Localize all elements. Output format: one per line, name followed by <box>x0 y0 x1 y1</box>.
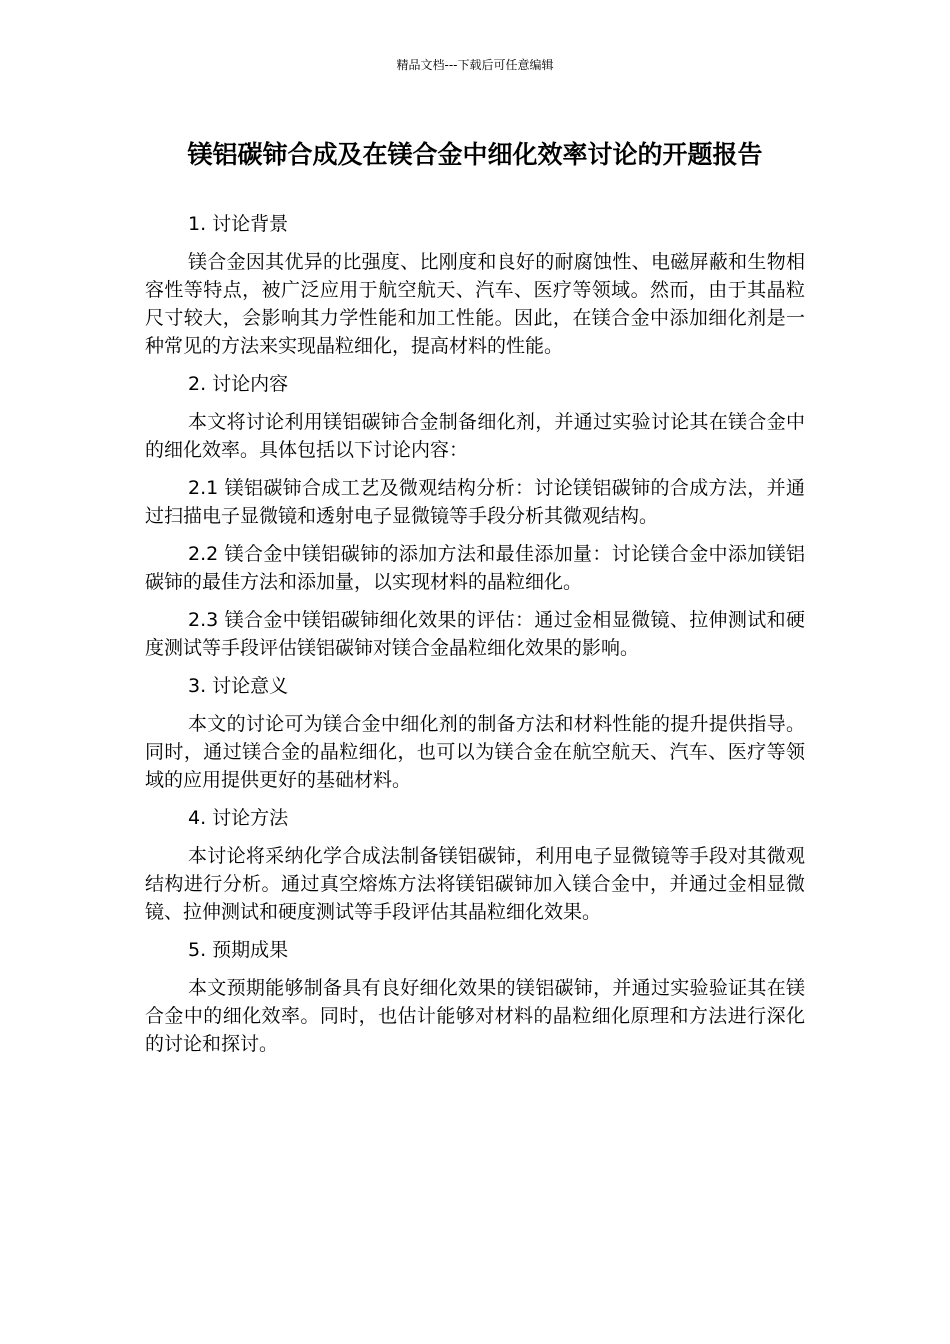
section-heading-method: 4. 讨论方法 <box>188 807 289 829</box>
paragraph-method: 本讨论将采纳化学合成法制备镁铝碳铈，利用电子显微镜等手段对其微观结构进行分析。通过真空熔炼方法将镁铝碳铈加入镁合金中，并通过金相显微镜、拉伸测试和硬度测试等手段评估其晶粒细化效果。 <box>145 845 805 923</box>
section-heading-content: 2. 讨论内容 <box>188 373 289 395</box>
header-note: 精品文档---下载后可任意编辑 <box>396 58 554 72</box>
paragraph-content-intro: 本文将讨论利用镁铝碳铈合金制备细化剂，并通过实验讨论其在镁合金中的细化效率。具体包括以下讨论内容： <box>145 411 805 461</box>
document-body <box>145 210 805 1068</box>
section-heading-background: 1. 讨论背景 <box>188 213 289 235</box>
document-title: 镁铝碳铈合成及在镁合金中细化效率讨论的开题报告 <box>187 140 763 169</box>
paragraph-content-2-1: 2.1 镁铝碳铈合成工艺及微观结构分析：讨论镁铝碳铈的合成方法，并通过扫描电子显微镜和透射电子显微镜等手段分析其微观结构。 <box>145 477 805 527</box>
paragraph-content-2-3: 2.3 镁合金中镁铝碳铈细化效果的评估：通过金相显微镜、拉伸测试和硬度测试等手段评估镁铝碳铈对镁合金晶粒细化效果的影响。 <box>145 609 805 659</box>
paragraph-background: 镁合金因其优异的比强度、比刚度和良好的耐腐蚀性、电磁屏蔽和生物相容性等特点，被广泛应用于航空航天、汽车、医疗等领域。然而，由于其晶粒尺寸较大，会影响其力学性能和加工性能。因此，在镁合金中添加细化剂是一种常见的方法来实现晶粒细化，提高材料的性能。 <box>145 251 805 357</box>
paragraph-expected-results: 本文预期能够制备具有良好细化效果的镁铝碳铈，并通过实验验证其在镁合金中的细化效率。同时，也估计能够对材料的晶粒细化原理和方法进行深化的讨论和探讨。 <box>145 977 805 1055</box>
paragraph-content-2-2: 2.2 镁合金中镁铝碳铈的添加方法和最佳添加量：讨论镁合金中添加镁铝碳铈的最佳方法和添加量，以实现材料的晶粒细化。 <box>145 543 805 593</box>
paragraph-significance: 本文的讨论可为镁合金中细化剂的制备方法和材料性能的提升提供指导。同时，通过镁合金的晶粒细化，也可以为镁合金在航空航天、汽车、医疗等领域的应用提供更好的基础材料。 <box>145 713 805 791</box>
section-heading-significance: 3. 讨论意义 <box>188 675 289 697</box>
section-heading-expected-results: 5. 预期成果 <box>188 939 289 961</box>
